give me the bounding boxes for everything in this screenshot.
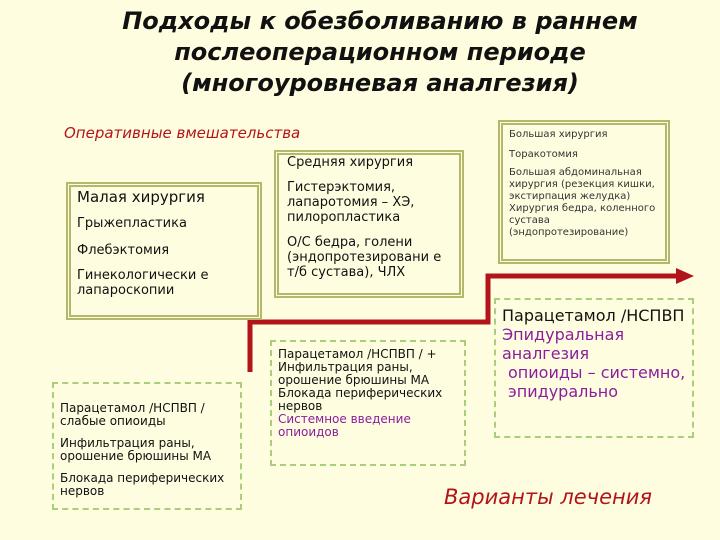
treatment-minor-item-3: Блокада периферических нервов — [60, 471, 225, 498]
major-surgery-item-2: Большая абдоминальная хирургия (резекция кишки, экстирпация желудка) Хирургия бедра, коленного сустава (эндопротезирование) — [509, 167, 656, 238]
minor-surgery-item-1: Грыжепластика — [77, 216, 187, 231]
major-surgery-item-1: Торакотомия — [509, 149, 578, 160]
treatment-major-part-2: Эпидуральная аналгезия — [502, 325, 625, 363]
treatment-major-box — [494, 298, 694, 438]
variants-label: Варианты лечения — [444, 485, 653, 509]
stair-arrowhead — [676, 268, 694, 284]
minor-surgery-item-3: Гинекологически е лапароскопии — [77, 268, 209, 298]
treatment-medium-part-1: Парацетамол /НСПВП / + Инфильтрация раны, орошение брюшины МА Блокада периферических нервов — [278, 347, 443, 413]
treatment-major-part-1: Парацетамол /НСПВП — [502, 306, 685, 325]
treatment-minor-box — [52, 382, 242, 510]
medium-surgery-box — [274, 150, 464, 298]
title-line-2: послеоперационном периоде — [174, 38, 586, 66]
major-surgery-title: Большая хирургия — [509, 129, 608, 140]
operations-label: Оперативные вмешательства — [64, 124, 301, 142]
title-line-1: Подходы к обезболиванию в раннем — [122, 7, 638, 35]
page-title — [60, 6, 700, 99]
treatment-medium-box — [270, 340, 466, 466]
major-surgery-box — [498, 120, 670, 264]
treatment-major-part-3: опиоиды – системно, эпидурально — [508, 363, 686, 401]
medium-surgery-title: Средняя хирургия — [287, 155, 414, 170]
medium-surgery-item-2: О/С бедра, голени (эндопротезировани е т/б сустава), ЧЛХ — [287, 235, 442, 280]
minor-surgery-title: Малая хирургия — [77, 188, 205, 206]
medium-surgery-item-1: Гистерэктомия, лапаротомия – ХЭ, пилоропластика — [287, 180, 415, 225]
treatment-medium-part-2: Системное введение опиоидов — [278, 412, 411, 439]
minor-surgery-box — [66, 182, 262, 320]
treatment-minor-item-2: Инфильтрация раны, орошение брюшины МА — [60, 436, 212, 463]
minor-surgery-item-2: Флебэктомия — [77, 243, 170, 258]
title-line-3: (многоуровневая аналгезия) — [181, 69, 579, 97]
treatment-minor-item-1: Парацетамол /НСПВП / слабые опиоиды — [60, 401, 205, 428]
